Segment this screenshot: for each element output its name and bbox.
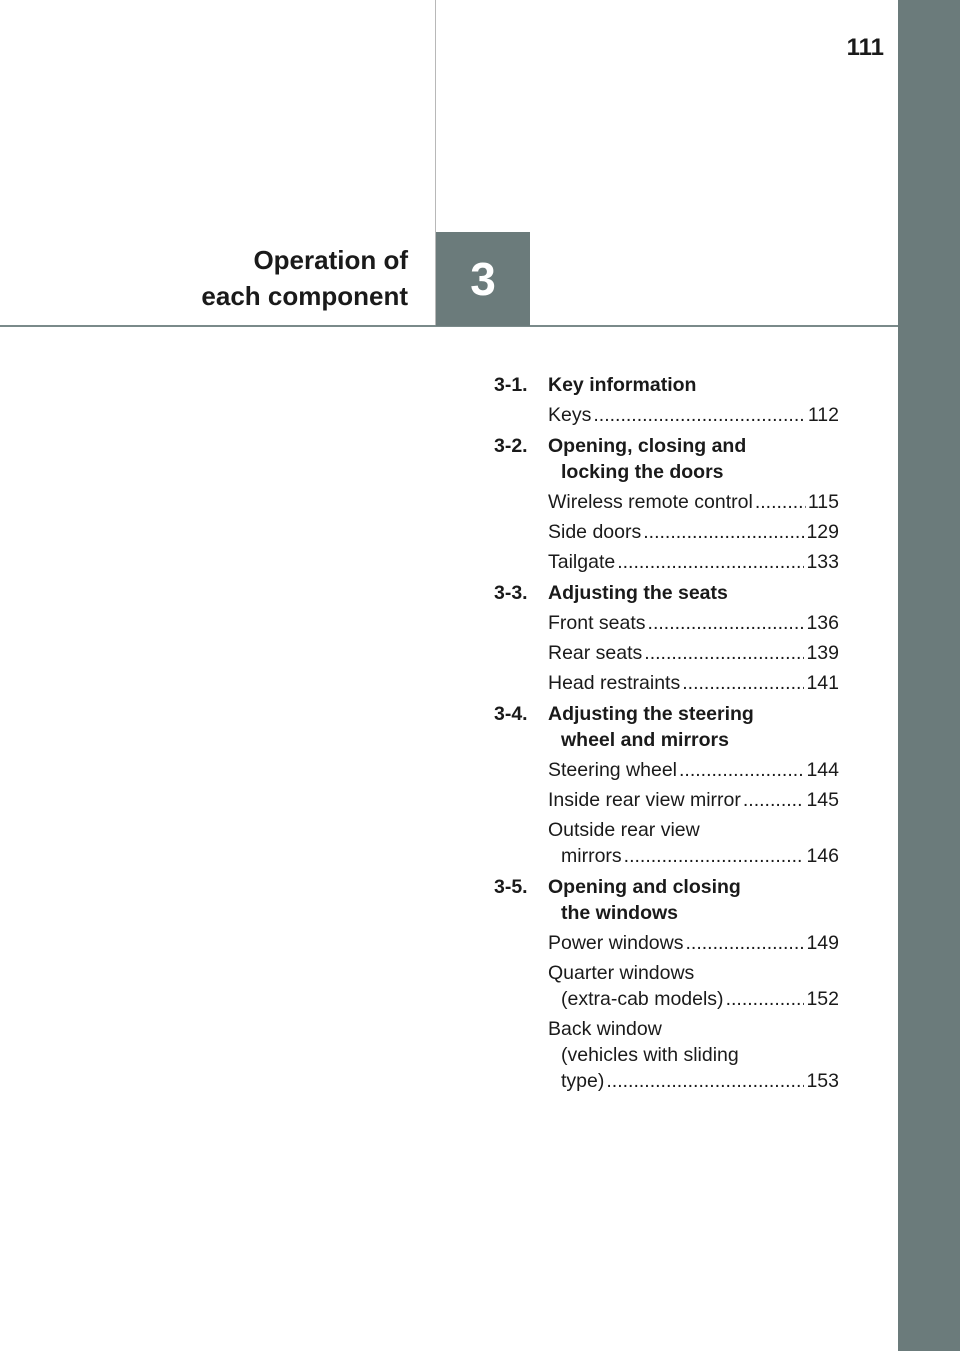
toc-entry-label: Back window (548, 1018, 662, 1040)
toc-section-heading (494, 874, 839, 926)
toc-entry-page: 133 (806, 551, 839, 573)
toc-entry[interactable] (548, 402, 839, 428)
toc-dot-leader (726, 986, 805, 1012)
toc-section-title-line: Opening and closing (548, 876, 741, 898)
toc-section-title (548, 580, 839, 606)
toc-section-title-line: Adjusting the steering (548, 703, 754, 725)
chapter-number: 3 (470, 253, 496, 305)
toc-dot-leader (679, 757, 804, 783)
toc-entry-page: 141 (806, 672, 839, 694)
toc-entry-line (548, 670, 839, 696)
toc-dot-leader (743, 787, 805, 813)
toc-section-number: 3-2. (494, 435, 528, 457)
toc-entry-page: 139 (806, 642, 839, 664)
toc-dot-leader (685, 930, 804, 956)
toc-entry[interactable] (548, 817, 839, 869)
toc-entry[interactable] (548, 489, 839, 515)
chapter-title-line1: Operation of (253, 245, 408, 275)
toc-entry-label: Rear seats (548, 642, 643, 664)
toc-entry-line (548, 519, 839, 545)
toc-entry[interactable] (548, 787, 839, 813)
toc-entry-page: 146 (806, 845, 839, 867)
toc-dot-leader (643, 519, 804, 545)
toc-entry-label: Outside rear view (548, 819, 700, 841)
toc-entry-line (548, 986, 839, 1012)
toc-dot-leader (644, 640, 804, 666)
toc-section-number: 3-5. (494, 876, 528, 898)
toc-entry-page: 149 (806, 932, 839, 954)
toc-section-title-line: Key information (548, 374, 697, 396)
toc-section-heading (494, 433, 839, 485)
toc-section (494, 433, 839, 575)
toc-section-heading (494, 372, 839, 398)
toc-entry[interactable] (548, 519, 839, 545)
chapter-title-line2: each component (201, 281, 408, 311)
toc-entry-label: type) (561, 1070, 605, 1092)
chapter-title (201, 242, 408, 314)
toc-entry-label: Inside rear view mirror (548, 789, 741, 811)
toc-section (494, 580, 839, 696)
toc-section-title-line: wheel and mirrors (561, 729, 729, 751)
toc-entry-label: (extra-cab models) (561, 988, 724, 1010)
toc-section-title-line: Adjusting the seats (548, 582, 728, 604)
toc-entry[interactable] (548, 549, 839, 575)
toc-section-number: 3-1. (494, 374, 528, 396)
toc-entry[interactable] (548, 757, 839, 783)
toc-entry-line (548, 787, 839, 813)
toc-entry-line (548, 549, 839, 575)
toc-entry-line (548, 757, 839, 783)
toc-entry-line (548, 640, 839, 666)
toc-section-heading (494, 701, 839, 753)
toc-entry[interactable] (548, 670, 839, 696)
toc-entry-page: 153 (806, 1070, 839, 1092)
toc-entry-label: Keys (548, 404, 592, 426)
toc-entry-line (548, 817, 839, 843)
page-number: 111 (846, 34, 884, 61)
toc-entry-page: 136 (806, 612, 839, 634)
toc-section (494, 372, 839, 428)
toc-entry-line (548, 402, 839, 428)
toc-section-heading (494, 580, 839, 606)
toc-entry-page: 152 (806, 988, 839, 1010)
toc-section-title-line: the windows (561, 902, 678, 924)
toc-section (494, 874, 839, 1094)
toc-entry-line (548, 960, 839, 986)
toc-entry-label: Quarter windows (548, 962, 695, 984)
toc-entry-page: 112 (807, 404, 839, 426)
toc-entry-page: 129 (806, 521, 839, 543)
toc-entry-line (548, 1042, 839, 1068)
toc-dot-leader (617, 549, 804, 575)
toc-entry[interactable] (548, 1016, 839, 1094)
toc-section-number: 3-3. (494, 582, 528, 604)
toc-entry-page: 115 (807, 491, 839, 513)
toc-dot-leader (755, 489, 806, 515)
toc-entry-line (548, 1016, 839, 1042)
toc-entry-page: 145 (806, 789, 839, 811)
toc-dot-leader (593, 402, 806, 428)
toc-section-title (548, 372, 839, 398)
toc-entry[interactable] (548, 610, 839, 636)
toc-section-title (548, 701, 839, 753)
toc-entry-label: Steering wheel (548, 759, 677, 781)
toc-entry-label: Tailgate (548, 551, 616, 573)
toc-section-title-line: Opening, closing and (548, 435, 747, 457)
toc-dot-leader (682, 670, 804, 696)
toc-entry[interactable] (548, 930, 839, 956)
toc-entry[interactable] (548, 960, 839, 1012)
chapter-number-box (436, 232, 530, 326)
toc-dot-leader (606, 1068, 804, 1094)
toc-section-number: 3-4. (494, 703, 528, 725)
toc-dot-leader (624, 843, 805, 869)
toc-entry-line (548, 489, 839, 515)
toc-entry-label: (vehicles with sliding (561, 1044, 739, 1066)
toc-entry[interactable] (548, 640, 839, 666)
toc-entry-label: mirrors (561, 845, 622, 867)
toc-dot-leader (648, 610, 805, 636)
toc-entry-label: Side doors (548, 521, 642, 543)
toc-entry-line (548, 1068, 839, 1094)
chapter-side-tab (898, 0, 960, 1351)
toc-entry-label: Head restraints (548, 672, 681, 694)
toc-entry-page: 144 (806, 759, 839, 781)
toc-entry-line (548, 610, 839, 636)
table-of-contents (494, 372, 839, 1099)
toc-entry-label: Power windows (548, 932, 684, 954)
toc-section-title (548, 433, 839, 485)
toc-section-title (548, 874, 839, 926)
toc-entry-line (548, 843, 839, 869)
toc-entry-line (548, 930, 839, 956)
toc-section-title-line: locking the doors (561, 461, 724, 483)
toc-section (494, 701, 839, 869)
toc-entry-label: Front seats (548, 612, 646, 634)
toc-entry-label: Wireless remote control (548, 491, 753, 513)
